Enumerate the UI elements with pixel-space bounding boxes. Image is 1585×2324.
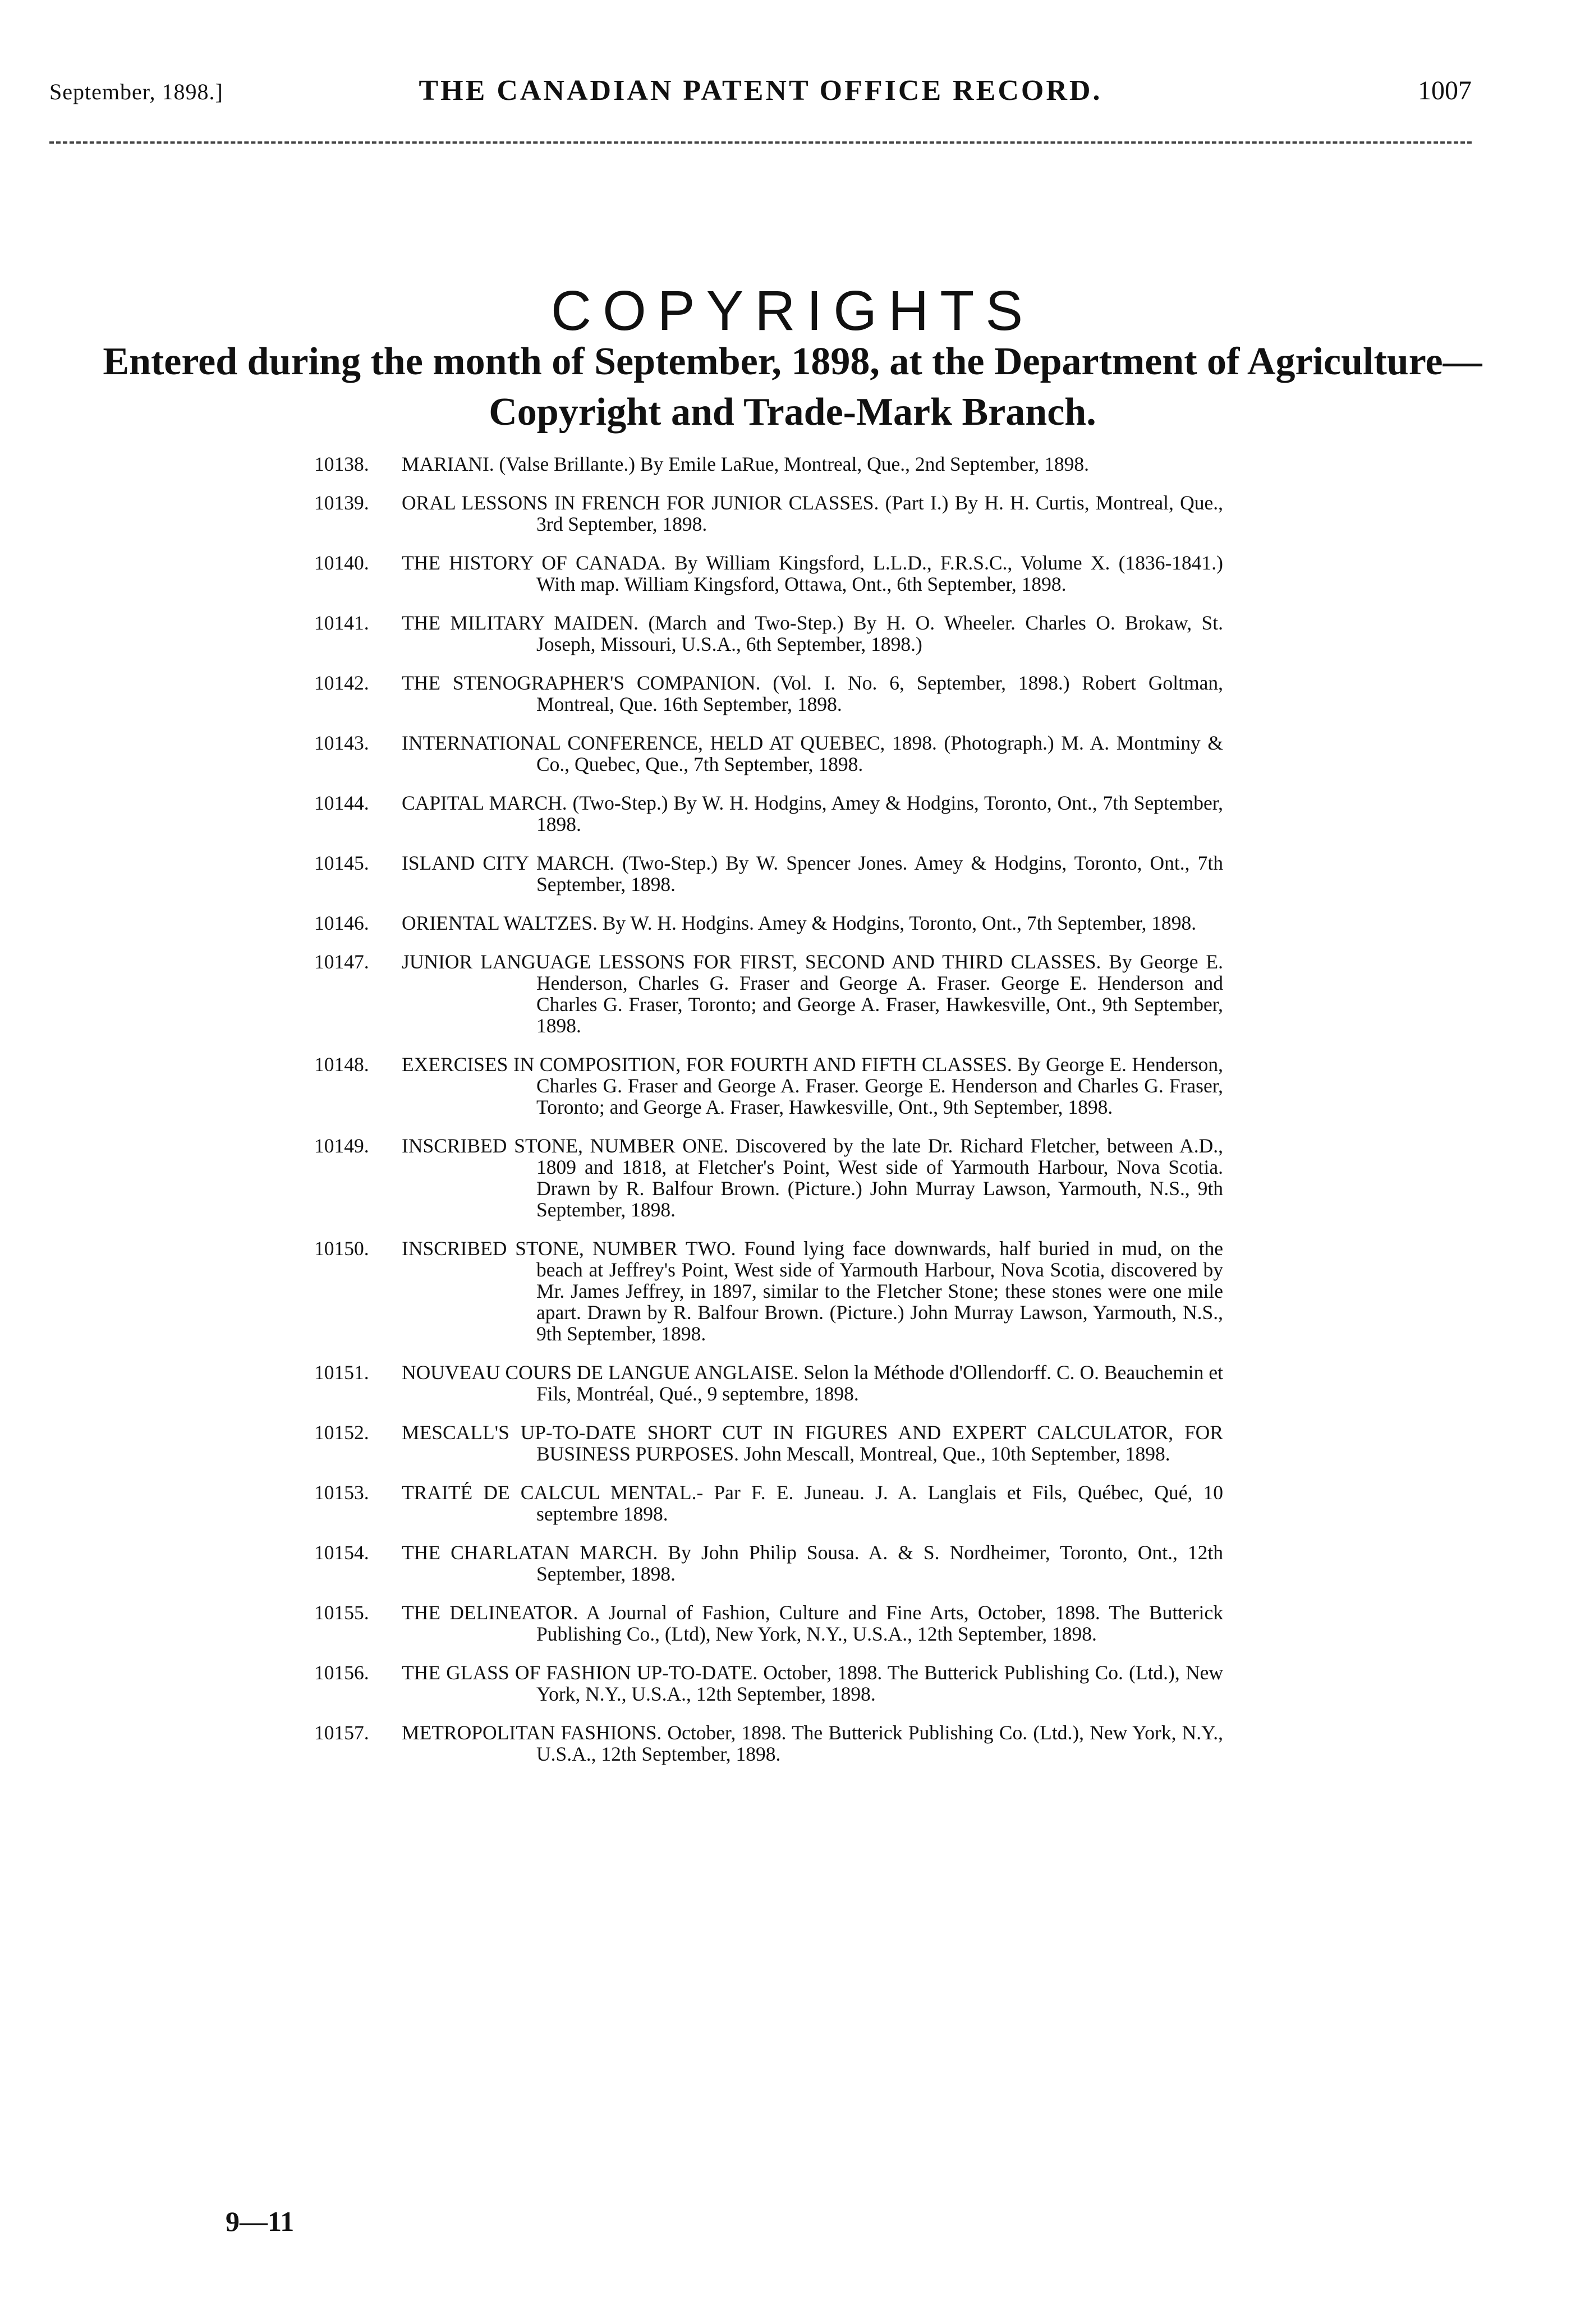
signature-mark: 9—11 [226,2206,295,2237]
copyright-entry [314,1722,1223,1765]
entry-text: ORIENTAL WALTZES. By W. H. Hodgins. Amey & Hodgins, Toronto, Ont., 7th September, 1898. [402,912,1197,934]
entry-number: 10150. [314,1237,369,1260]
section-subtitle: Entered during the month of September, 1898, at the Department of Agriculture—Copyright and Trade-Mark Branch. [103,340,1482,434]
entry-number: 10155. [314,1601,369,1624]
entry-number: 10149. [314,1135,369,1157]
entry-text: THE GLASS OF FASHION UP-TO-DATE. October, 1898. The Butterick Publishing Co. (Ltd.), New York, N.Y., U.S.A., 12th September, 1898. [402,1661,1223,1705]
copyright-entry [314,1054,1223,1118]
copyright-entry [314,951,1223,1036]
copyright-entry [314,672,1223,715]
entry-text: MESCALL'S UP-TO-DATE SHORT CUT IN FIGURES AND EXPERT CALCULATOR, FOR BUSINESS PURPOSES. John Mescall, Montreal, Que., 10th September, 1898. [402,1421,1223,1465]
copyright-entry [314,912,1223,934]
copyright-entry [314,1135,1223,1220]
entry-number: 10151. [314,1361,369,1384]
copyright-entry [314,552,1223,595]
copyright-entry [314,1238,1223,1344]
section-title: COPYRIGHTS [550,279,1035,342]
entry-text: THE HISTORY OF CANADA. By William Kingsford, L.L.D., F.R.S.C., Volume X. (1836-1841.) With map. William Kingsford, Ottawa, Ont., 6th September, 1898. [402,552,1223,595]
entry-number: 10145. [314,852,369,874]
entry-text: TRAITÉ DE CALCUL MENTAL.- Par F. E. Juneau. J. A. Langlais et Fils, Québec, Qué, 10 septembre 1898. [402,1481,1223,1525]
entry-text: MARIANI. (Valse Brillante.) By Emile LaRue, Montreal, Que., 2nd September, 1898. [402,453,1090,475]
issue-date: September, 1898.] [49,79,223,104]
copyright-entry [314,1482,1223,1524]
entry-number: 10153. [314,1481,369,1504]
entry-text: THE DELINEATOR. A Journal of Fashion, Culture and Fine Arts, October, 1898. The Butterick Publishing Co., (Ltd), New York, N.Y., U.S.A., 12th September, 1898. [402,1601,1223,1645]
entry-number: 10152. [314,1421,369,1444]
copyright-entry-list [314,453,1223,1782]
entry-number: 10156. [314,1661,369,1684]
entry-text: INTERNATIONAL CONFERENCE, HELD AT QUEBEC, 1898. (Photograph.) M. A. Montminy & Co., Quebec, Que., 7th September, 1898. [402,732,1223,775]
copyright-entry [314,1542,1223,1584]
entry-text: THE MILITARY MAIDEN. (March and Two-Step.) By H. O. Wheeler. Charles O. Brokaw, St. Joseph, Missouri, U.S.A., 6th September, 1898.) [402,612,1223,655]
copyright-entry [314,1362,1223,1404]
entry-number: 10144. [314,792,369,814]
entry-text: THE STENOGRAPHER'S COMPANION. (Vol. I. No. 6, September, 1898.) Robert Goltman, Montreal, Que. 16th September, 1898. [402,672,1223,715]
copyright-entry [314,612,1223,655]
entry-number: 10147. [314,950,369,973]
page-number: 1007 [1418,76,1472,105]
entry-text: NOUVEAU COURS DE LANGUE ANGLAISE. Selon la Méthode d'Ollendorff. C. O. Beauchemin et Fils, Montréal, Qué., 9 septembre, 1898. [402,1361,1223,1405]
entry-number: 10146. [314,912,369,934]
entry-text: METROPOLITAN FASHIONS. October, 1898. The Butterick Publishing Co. (Ltd.), New York, N.Y., U.S.A., 12th September, 1898. [402,1721,1223,1765]
copyright-entry [314,492,1223,535]
entry-number: 10143. [314,732,369,754]
entry-number: 10142. [314,672,369,694]
entry-number: 10140. [314,552,369,574]
entry-number: 10138. [314,453,369,475]
entry-number: 10141. [314,612,369,634]
copyright-entry [314,1422,1223,1464]
entry-text: ISLAND CITY MARCH. (Two-Step.) By W. Spencer Jones. Amey & Hodgins, Toronto, Ont., 7th September, 1898. [402,852,1223,895]
entry-number: 10139. [314,492,369,514]
copyright-entry [314,852,1223,895]
entry-text: INSCRIBED STONE, NUMBER ONE. Discovered by the late Dr. Richard Fletcher, between A.D., 1809 and 1818, at Fletcher's Point, West side of Yarmouth Harbour, Nova Scotia. Drawn by R. Balfour Brown. (Picture.) John Murray Lawson, Yarmouth, N.S., 9th September, 1898. [402,1135,1223,1221]
copyright-entry [314,1662,1223,1705]
copyright-entry [314,792,1223,835]
entry-text: ORAL LESSONS IN FRENCH FOR JUNIOR CLASSES. (Part I.) By H. H. Curtis, Montreal, Que., 3rd September, 1898. [402,492,1223,535]
copyright-entry [314,453,1223,475]
entry-text: INSCRIBED STONE, NUMBER TWO. Found lying face downwards, half buried in mud, on the beach at Jeffrey's Point, West side of Yarmouth Harbour, Nova Scotia, discovered by Mr. James Jeffrey, in 1897, similar to the Fletcher Stone; these stones were one mile apart. Drawn by R. Balfour Brown. (Picture.) John Murray Lawson, Yarmouth, N.S., 9th September, 1898. [402,1237,1223,1345]
entry-text: EXERCISES IN COMPOSITION, FOR FOURTH AND FIFTH CLASSES. By George E. Henderson, Charles G. Fraser and George A. Fraser. George E. Henderson and Charles G. Fraser, Toronto; and George A. Fraser, Hawkesville, Ont., 9th September, 1898. [402,1053,1223,1118]
entry-text: THE CHARLATAN MARCH. By John Philip Sousa. A. & S. Nordheimer, Toronto, Ont., 12th September, 1898. [402,1541,1223,1585]
entry-text: JUNIOR LANGUAGE LESSONS FOR FIRST, SECOND AND THIRD CLASSES. By George E. Henderson, Charles G. Fraser and George A. Fraser. George E. Henderson and Charles G. Fraser, Toronto; and George A. Fraser, Hawkesville, Ont., 9th September, 1898. [402,950,1223,1037]
entry-number: 10148. [314,1053,369,1076]
running-head [49,68,1472,113]
header-rule [49,141,1472,144]
entry-text: CAPITAL MARCH. (Two-Step.) By W. H. Hodgins, Amey & Hodgins, Toronto, Ont., 7th September, 1898. [402,792,1223,835]
entry-number: 10154. [314,1541,369,1564]
copyright-entry [314,1602,1223,1645]
entry-number: 10157. [314,1721,369,1744]
copyright-entry [314,732,1223,775]
journal-title: THE CANADIAN PATENT OFFICE RECORD. [419,75,1102,107]
